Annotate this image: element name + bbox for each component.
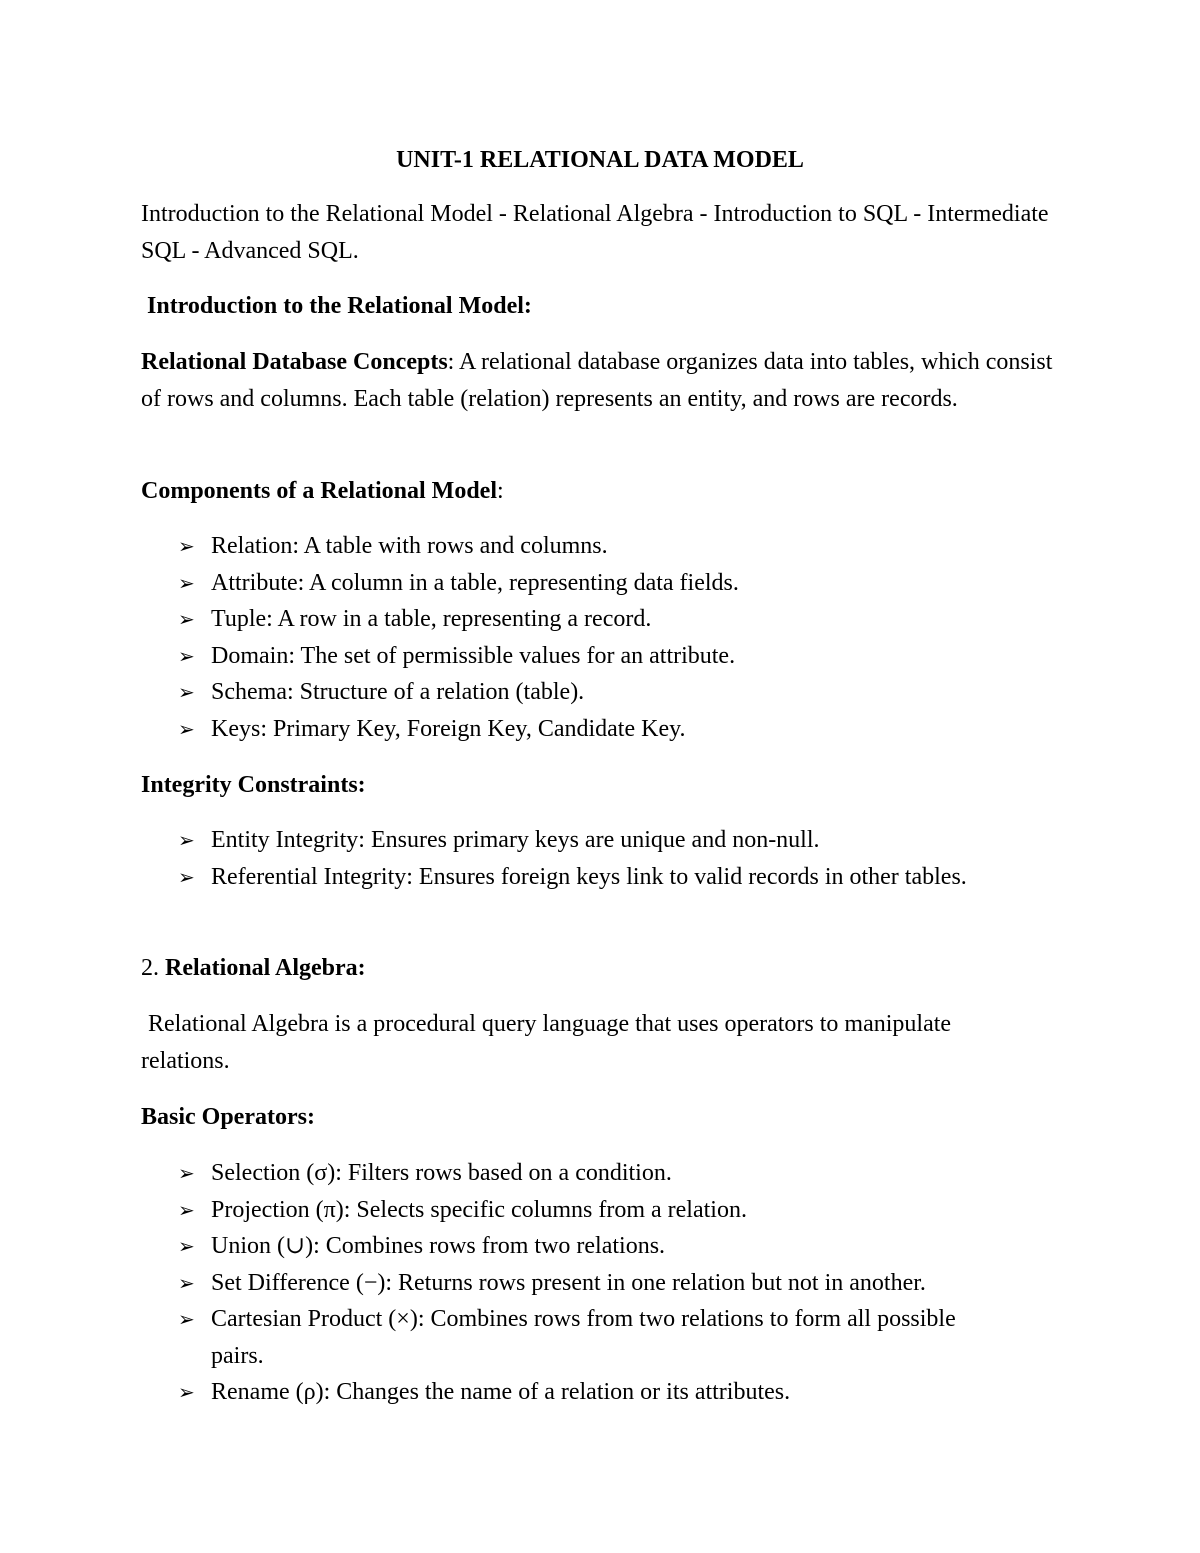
page-title: UNIT-1 RELATIONAL DATA MODEL [396,147,804,173]
arrowhead-bullet-icon: ➢ [178,828,195,852]
list-item: ➢ Domain: The set of permissible values for an attribute. [141,638,1061,675]
components-colon: : [497,478,504,504]
arrowhead-bullet-icon: ➢ [178,570,195,595]
arrowhead-bullet-icon: ➢ [178,864,195,889]
concepts-label: Relational Database Concepts [141,349,448,375]
section2-title: Relational Algebra: [165,955,366,981]
arrowhead-bullet-icon: ➢ [178,1234,195,1258]
list-item: ➢ Keys: Primary Key, Foreign Key, Candidate Key. [141,711,1061,748]
list-item: ➢ Cartesian Product (×): Combines rows from two relations to form all possible pairs. [141,1301,1061,1374]
intro-paragraph: Introduction to the Relational Model - Relational Algebra - Introduction to SQL - Intermediate SQL - Advanced SQL. [141,201,1049,264]
integrity-list [141,822,1041,895]
list-item: ➢ Schema: Structure of a relation (table). [141,674,1061,711]
list-item: ➢ Attribute: A column in a table, representing data fields. [141,565,1061,602]
list-item: ➢ Union (∪): Combines rows from two relations. [141,1228,1061,1265]
components-heading [141,473,1061,510]
arrowhead-bullet-icon: ➢ [178,643,195,668]
arrowhead-bullet-icon: ➢ [178,1270,195,1295]
list-item: ➢ Relation: A table with rows and columns. [141,528,1061,565]
operators-list [141,1155,1061,1411]
section1-heading: Introduction to the Relational Model: [147,293,532,319]
arrowhead-bullet-icon: ➢ [178,1307,195,1331]
section2-number: 2. [141,955,165,981]
arrowhead-bullet-icon: ➢ [178,607,195,631]
list-item: ➢ Entity Integrity: Ensures primary keys are unique and non-null. [141,822,1041,859]
components-list-wrap [141,528,1061,747]
list-item: ➢ Set Difference (−): Returns rows present in one relation but not in another. [141,1265,1061,1302]
operators-heading: Basic Operators: [141,1104,315,1130]
arrowhead-bullet-icon: ➢ [178,1197,195,1222]
list-item: ➢ Selection (σ): Filters rows based on a condition. [141,1155,1061,1192]
arrowhead-bullet-icon: ➢ [178,716,195,741]
concepts-text: : A relational database organizes data into tables, which consist of rows and columns. Each table (relation) represents an entity, and rows are records. [141,349,1053,412]
components-label: Components of a Relational Model [141,478,497,504]
arrowhead-bullet-icon: ➢ [178,1161,195,1185]
arrowhead-bullet-icon: ➢ [178,1380,195,1404]
integrity-heading: Integrity Constraints: [141,772,366,798]
components-list [141,528,1061,747]
section2-heading [141,950,1061,987]
algebra-description: Relational Algebra is a procedural query language that uses operators to manipulate relations. [141,1011,952,1074]
arrowhead-bullet-icon: ➢ [178,680,195,704]
operators-list-wrap [141,1155,1061,1411]
arrowhead-bullet-icon: ➢ [178,534,195,558]
list-item: ➢ Tuple: A row in a table, representing a record. [141,601,1061,638]
concepts-paragraph [141,344,1061,418]
integrity-list-wrap [141,822,1041,895]
list-item: ➢ Projection (π): Selects specific columns from a relation. [141,1192,1061,1229]
list-item: ➢ Referential Integrity: Ensures foreign keys link to valid records in other tables. [141,859,1041,896]
list-item: ➢ Rename (ρ): Changes the name of a relation or its attributes. [141,1374,1061,1411]
